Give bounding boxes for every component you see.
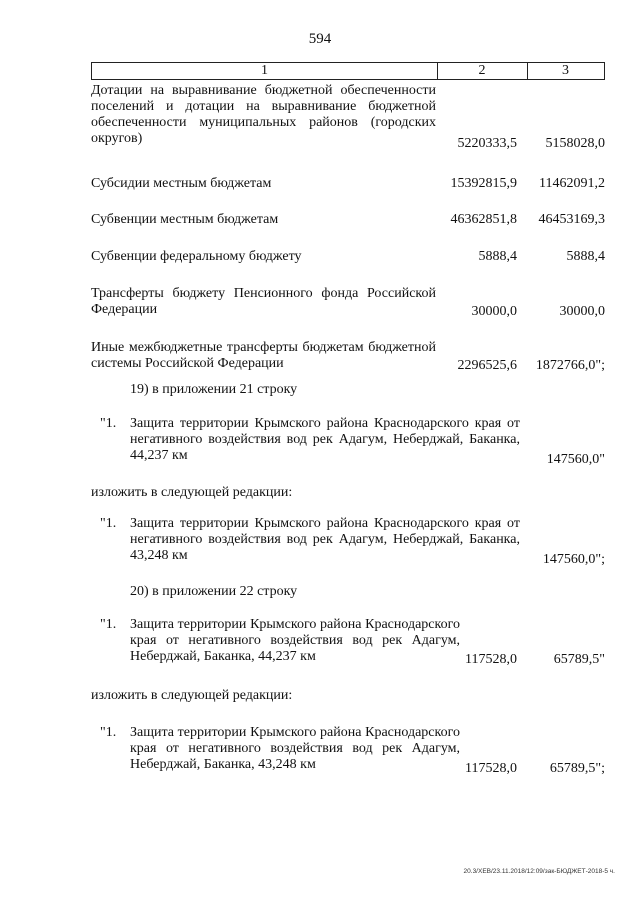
table-row-value-2: 30000,0 — [471, 304, 517, 319]
item-number: "1. — [100, 725, 117, 740]
header-col-2: 2 — [437, 63, 528, 79]
table-row-value-2: 15392815,9 — [450, 176, 517, 191]
edit-instruction: изложить в следующей редакции: — [91, 688, 293, 703]
table-row-value-2: 2296525,6 — [457, 358, 517, 373]
table-row-label: Трансферты бюджету Пенсионного фонда Российской Федерации — [91, 286, 436, 317]
edit-instruction: изложить в следующей редакции: — [91, 485, 293, 500]
item-number: "1. — [100, 416, 117, 431]
table-row-value-3: 11462091,2 — [539, 176, 605, 191]
item-number: "1. — [100, 516, 117, 531]
item-text: Защита территории Крымского района Краснодарского края от негативного воздействия вод рек Адагум, Неберджай, Баканка, 43,248 км — [130, 516, 520, 563]
header-col-3: 3 — [562, 63, 569, 78]
section-heading-19: 19) в приложении 21 строку — [130, 382, 298, 397]
footer-code: 20.3/ХЕВ/23.11.2018/12:09/зак-БЮДЖЕТ-2018-5 ч. — [463, 868, 615, 875]
table-row-value-2: 5220333,5 — [457, 136, 517, 151]
item-number: "1. — [100, 617, 117, 632]
table-row-label: Субвенции местным бюджетам — [91, 212, 279, 227]
item-value-3: 65789,5"; — [549, 761, 605, 776]
item-text: Защита территории Крымского района Краснодарского края от негативного воздействия вод рек Адагум, Неберджай, Баканка, 44,237 км — [130, 416, 520, 463]
item-value-2: 117528,0 — [465, 761, 517, 776]
item-value-3: 147560,0" — [546, 452, 605, 467]
item-text: Защита территории Крымского района Краснодарского края от негативного воздействия вод рек Адагум, Неберджай, Баканка, 43,248 км — [130, 725, 460, 772]
table-row-label: Субсидии местным бюджетам — [91, 176, 272, 191]
table-row-value-3: 5888,4 — [566, 249, 605, 264]
table-row-label: Дотации на выравнивание бюджетной обеспеченности поселений и дотации на выравнивание бюджетной обеспеченности муниципальных районов (городских округов) — [91, 83, 436, 146]
table-row-value-3: 30000,0 — [559, 304, 605, 319]
table-row-label: Иные межбюджетные трансферты бюджетам бюджетной системы Российской Федерации — [91, 340, 436, 371]
table-row-value-2: 46362851,8 — [450, 212, 517, 227]
item-value-2: 117528,0 — [465, 652, 517, 667]
table-row-value-3: 5158028,0 — [545, 136, 605, 151]
table-row-value-3: 1872766,0"; — [535, 358, 605, 373]
table-header — [91, 62, 605, 80]
item-value-3: 65789,5" — [553, 652, 605, 667]
table-row-value-2: 5888,4 — [478, 249, 517, 264]
table-row-value-3: 46453169,3 — [538, 212, 605, 227]
item-text: Защита территории Крымского района Краснодарского края от негативного воздействия вод рек Адагум, Неберджай, Баканка, 44,237 км — [130, 617, 460, 664]
header-col-1: 1 — [92, 63, 438, 79]
section-heading-20: 20) в приложении 22 строку — [130, 584, 298, 599]
page-number: 594 — [308, 31, 332, 47]
item-value-3: 147560,0"; — [542, 552, 605, 567]
table-row-label: Субвенции федеральному бюджету — [91, 249, 302, 264]
